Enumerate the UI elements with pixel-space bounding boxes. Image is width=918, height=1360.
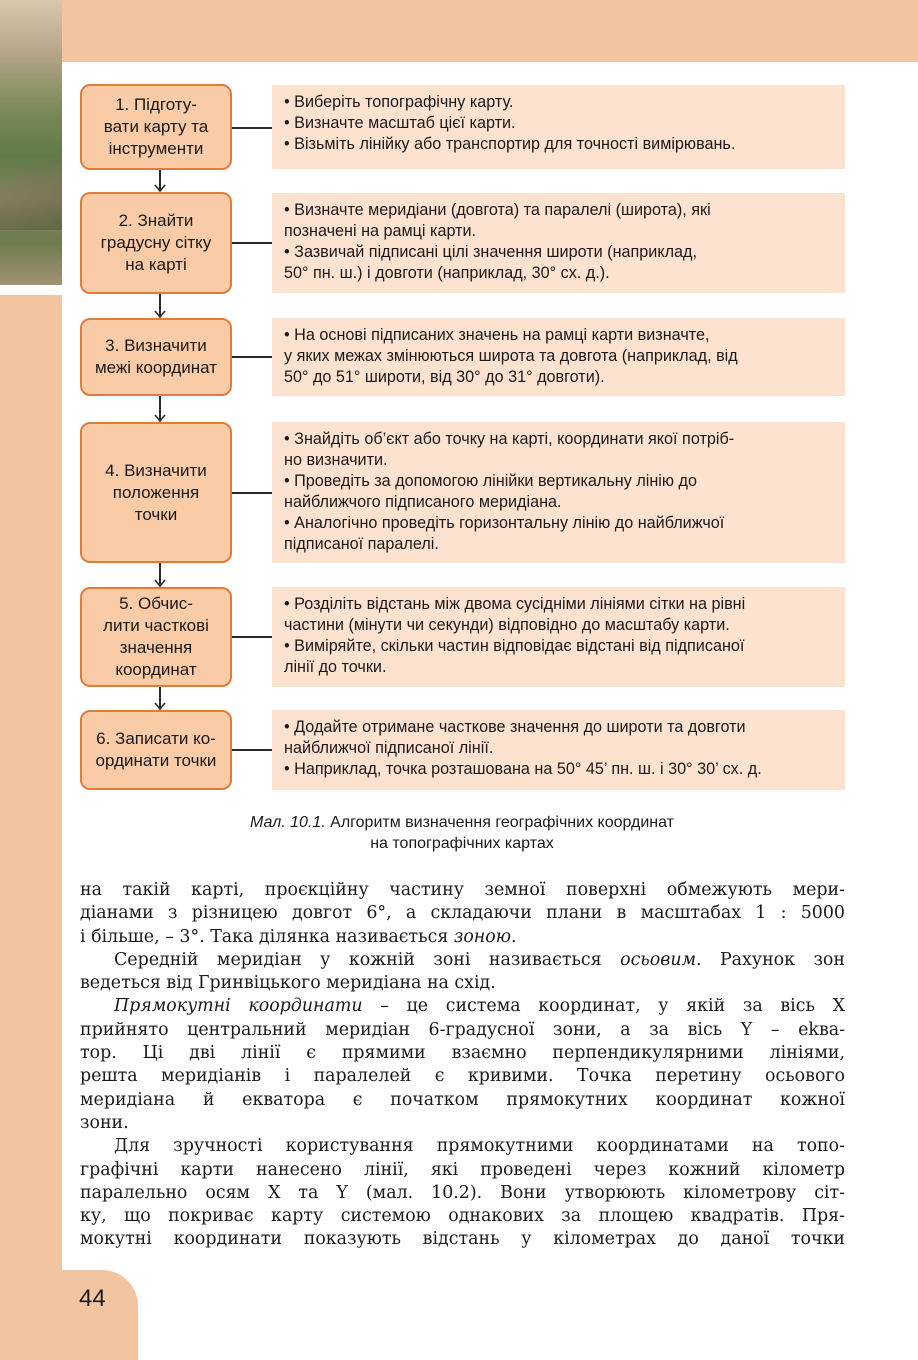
desc-line: • Візьміть лінійку або транспортир для точності вимірювань.	[284, 135, 736, 153]
text-line: тор. Ці дві лінії є прямими взаємно перпендикулярними лініями,	[80, 1043, 845, 1064]
step-label-line: інструменти	[108, 139, 204, 158]
flowchart-step-3	[80, 318, 232, 396]
down-arrow-icon	[154, 170, 166, 192]
desc-line: найближчого підписаного меридіана.	[284, 493, 562, 511]
text-line: Середній меридіан у кожній зоні називається осьовим. Рахунок зон	[114, 949, 845, 970]
page-number-tab	[0, 1270, 138, 1360]
flowchart-desc-2	[272, 193, 845, 293]
desc-line: 50° до 51° широти, від 30° до 31° довготи).	[284, 368, 605, 386]
desc-line: • Аналогічно проведіть горизонтальну лінію до найближчої	[284, 514, 725, 532]
flowchart-step-4	[80, 422, 232, 563]
step-label-line: точки	[134, 504, 178, 524]
text-line: решта меридіанів і паралелей є кривими. Точка перетину осьового	[80, 1066, 845, 1087]
flowchart-step-1	[80, 84, 232, 170]
text-line: ведеться від Гринвіцького меридіана на схід.	[80, 973, 496, 994]
step-connector-line	[232, 636, 272, 638]
desc-line: • Визначте меридіани (довгота) та паралелі (широта), які	[284, 201, 711, 219]
step-label-line: ординати точки	[95, 751, 217, 770]
step-label-line: значення	[119, 638, 193, 657]
step-label-line: 4. Визначити	[105, 460, 207, 480]
flowchart-desc-4	[272, 422, 845, 563]
desc-line: підписаної паралелі.	[284, 535, 439, 553]
desc-line: • Виміряйте, скільки частин відповідає відстані від підписаної	[284, 637, 745, 655]
step-label-line: координат	[115, 660, 197, 679]
down-arrow-icon	[154, 563, 166, 587]
step-label-line: 3. Визначити	[105, 336, 207, 355]
text-line: меридіана й екватора є початком прямокутних координат кожної	[80, 1089, 845, 1110]
desc-line: • Виберіть топографічну карту.	[284, 93, 514, 111]
top-decorative-band	[0, 0, 918, 62]
text-line: ку, що покриває карту системою однакових за площею квадратів. Пря-	[80, 1206, 845, 1227]
desc-line: • Розділіть відстань між двома сусідніми лініями сітки на рівні	[284, 595, 746, 613]
side-decorative-band	[0, 295, 62, 1360]
flowchart-desc-6	[272, 710, 845, 790]
desc-line: у яких межах змінюються широта та довгота (наприклад, від	[284, 347, 738, 365]
step-label-line: вати карту та	[103, 117, 209, 136]
desc-line: • Наприклад, точка розташована на 50° 45’ пн. ш. і 30° 30’ сх. д.	[284, 760, 762, 778]
down-arrow-icon	[154, 396, 166, 422]
down-arrow-icon	[154, 687, 166, 710]
step-connector-line	[232, 492, 272, 494]
text-line: на такій карті, проєкційну частину земної поверхні обмежують мери-	[80, 880, 845, 900]
step-label-line: 5. Обчис-	[119, 594, 193, 613]
step-label-line: 6. Записати ко-	[96, 729, 216, 748]
step-label-line: градусну сітку	[100, 233, 212, 252]
step-connector-line	[232, 127, 272, 129]
text-line: мокутні координати показують відстань у кілометрах до даної точки	[80, 1229, 845, 1250]
step-label-line: 1. Підготу-	[115, 95, 197, 114]
flowchart-desc-3	[272, 318, 845, 396]
term-rectangular-coordinates: Прямокутні координати	[114, 996, 363, 1017]
step-label-line: межі координат	[94, 358, 218, 377]
flowchart-step-2	[80, 192, 232, 294]
text-line: Для зручності користування прямокутними координатами на топо-	[114, 1136, 845, 1157]
step-connector-line	[232, 242, 272, 244]
figure-caption	[62, 812, 862, 854]
text-line: графічні карти нанесено лінії, які проведені через кожний кілометр	[80, 1159, 845, 1180]
desc-line: • Додайте отримане часткове значення до широти та довготи	[284, 718, 746, 736]
step-label-line: положення	[112, 482, 200, 502]
text-line: Прямокутні координати – це система координат, у якій за вісь X	[114, 996, 845, 1017]
desc-line: частини (мінути чи секунди) відповідно до масштабу карти.	[284, 616, 730, 634]
desc-line: • Зазвичай підписані цілі значення широти (наприклад,	[284, 243, 697, 261]
text-line: паралельно осям X та Y (мал. 10.2). Вони утворюють кілометрову сіт-	[80, 1182, 845, 1203]
text-line: і більше, – 3°. Така ділянка називається зоною.	[80, 926, 517, 947]
step-connector-line	[232, 356, 272, 358]
caption-line: Алгоритм визначення географічних координат	[330, 814, 675, 831]
step-connector-line	[232, 749, 272, 751]
flowchart-desc-1	[272, 85, 845, 169]
desc-line: 50° пн. ш.) і довготи (наприклад, 30° сх. д.).	[284, 264, 610, 282]
desc-line: • Проведіть за допомогою лінійки вертикальну лінію до	[284, 472, 697, 490]
text-line: прийнято центральний меридіан 6-градусної зони, а за вісь Y – ekва-	[80, 1019, 845, 1040]
desc-line: позначені на рамці карти.	[284, 222, 477, 240]
text-line: діанами з різницею довгот 6°, а складаючи плани в масштабах 1 : 5000	[80, 903, 845, 924]
step-label-line: лити часткові	[103, 616, 209, 635]
term-axial: осьовим	[620, 949, 696, 970]
body-text	[80, 879, 845, 1252]
desc-line: • Знайдіть об’єкт або точку на карті, координати якої потріб-	[284, 430, 735, 448]
figure-label: Мал. 10.1.	[249, 814, 326, 831]
flowchart-step-5	[80, 587, 232, 687]
desc-line: • Визначте масштаб цієї карти.	[284, 114, 516, 132]
text-line: зони.	[80, 1112, 129, 1133]
down-arrow-icon	[154, 294, 166, 318]
landscape-photo-strip	[0, 0, 62, 285]
term-zone: зоною	[453, 926, 512, 947]
flowchart-step-6	[80, 710, 232, 790]
step-label-line: 2. Знайти	[118, 211, 194, 230]
desc-line: но визначити.	[284, 451, 388, 469]
desc-line: найближчої підписаної лінії.	[284, 739, 494, 757]
caption-line: на топографічних картах	[370, 835, 554, 852]
step-label-line: на карті	[125, 255, 187, 274]
desc-line: лінії до точки.	[284, 658, 387, 676]
desc-line: • На основі підписаних значень на рамці карти визначте,	[284, 326, 710, 344]
page-number: 44	[79, 1285, 106, 1312]
flowchart-desc-5	[272, 587, 845, 687]
